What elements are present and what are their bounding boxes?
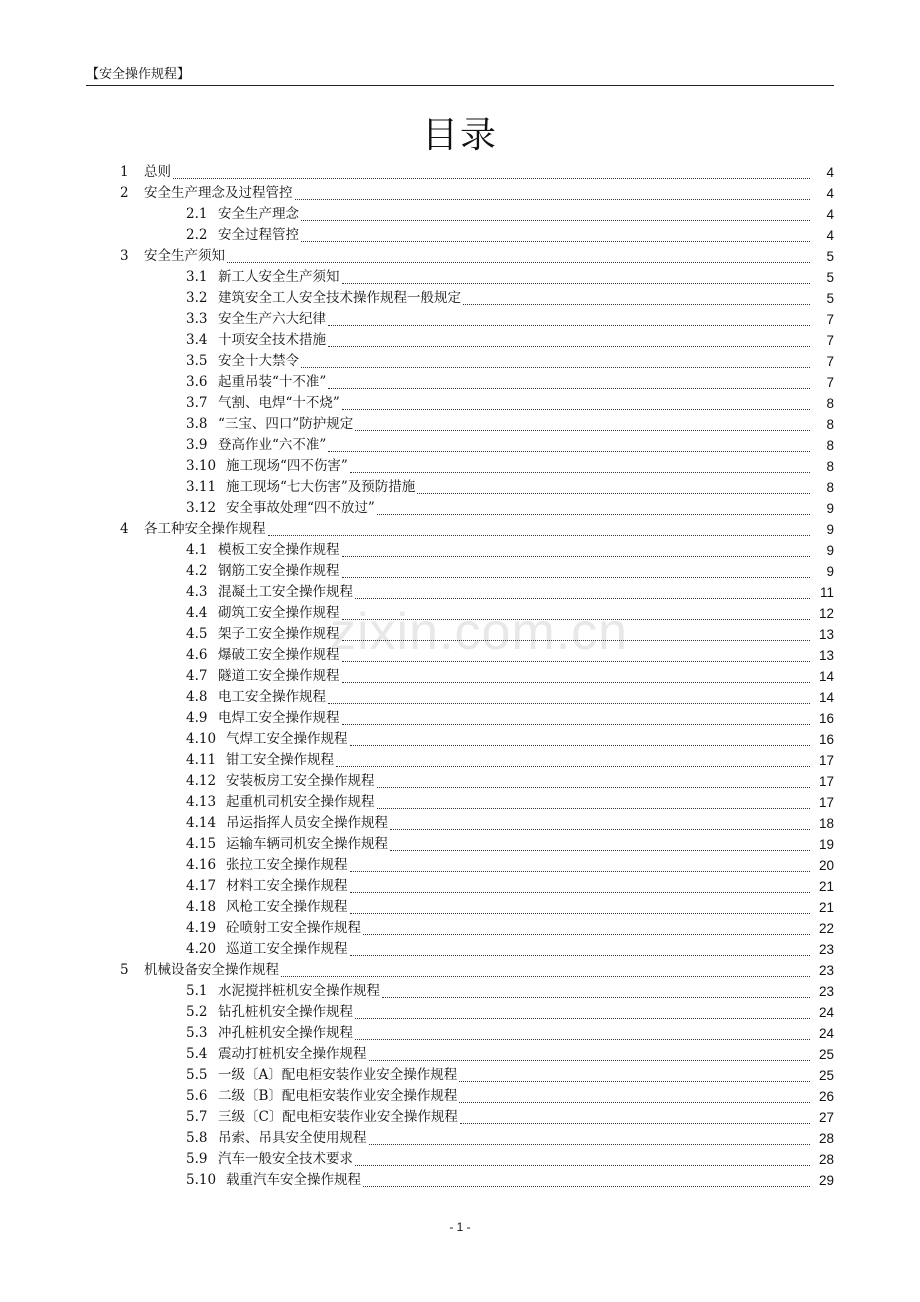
toc-entry-title: 汽车一般安全技术要求 <box>218 1151 353 1167</box>
toc-entry-title: 运输车辆司机安全操作规程 <box>226 836 388 852</box>
toc-entry-title: 三级〔C〕配电柜安装作业安全操作规程 <box>218 1109 458 1125</box>
toc-entry-title: 起重吊装“十不准” <box>218 374 327 390</box>
toc-entry-number: 2.2 <box>186 227 208 243</box>
toc-entry-title: 吊运指挥人员安全操作规程 <box>226 815 388 831</box>
toc-entry-page: 8 <box>826 417 834 432</box>
toc-entry-page: 13 <box>818 648 834 663</box>
toc-entry-page: 24 <box>818 1026 834 1041</box>
toc-entry-title: 安全过程管控 <box>218 227 299 243</box>
toc-dot-leader <box>328 430 810 452</box>
toc-dot-leader <box>390 829 810 851</box>
footer-page-number: - 1 - <box>449 1220 471 1234</box>
toc-dot-leader <box>350 451 810 473</box>
toc-entry-page: 8 <box>826 480 834 495</box>
toc-dot-leader <box>350 724 811 746</box>
toc-dot-leader <box>342 388 810 410</box>
toc-entry-page: 14 <box>818 669 834 684</box>
toc-dot-leader <box>363 1165 810 1187</box>
toc-entry-number: 3.8 <box>186 416 208 432</box>
toc-entry-number: 5.10 <box>186 1172 217 1188</box>
toc-entry-page: 22 <box>818 921 834 936</box>
toc-entry-page: 29 <box>818 1173 834 1188</box>
toc-entry-number: 3.4 <box>186 332 208 348</box>
toc-entry-page: 28 <box>818 1152 834 1167</box>
toc-dot-leader <box>301 199 810 221</box>
toc-entry-title: 张拉工安全操作规程 <box>226 857 348 873</box>
page-title: 目录 <box>421 115 498 156</box>
toc-dot-leader <box>363 913 810 935</box>
toc-entry-title: 气焊工安全操作规程 <box>226 731 348 747</box>
toc-entry-number: 3.12 <box>186 500 217 516</box>
toc-entry-page: 4 <box>826 186 834 201</box>
toc-dot-leader <box>377 787 811 809</box>
toc-entry-number: 4.15 <box>186 836 217 852</box>
toc-entry-number: 3.9 <box>186 437 208 453</box>
toc-dot-leader <box>342 556 811 578</box>
toc-entry-page: 8 <box>826 396 834 411</box>
toc-dot-leader <box>301 220 810 242</box>
toc-entry-number: 3.6 <box>186 374 208 390</box>
toc-entry-page: 20 <box>818 858 834 873</box>
toc-dot-leader <box>459 1081 810 1103</box>
toc-entry-title: 安全生产理念 <box>218 206 299 222</box>
toc-entry-page: 8 <box>826 438 834 453</box>
toc-entry-number: 3.7 <box>186 395 208 411</box>
toc-entry-number: 3.11 <box>186 479 217 495</box>
toc-entry-title: 震动打桩机安全操作规程 <box>218 1046 367 1062</box>
toc-dot-leader <box>355 1018 810 1040</box>
toc-entry-title: 施工现场“四不伤害” <box>226 458 348 474</box>
toc-dot-leader <box>328 367 810 389</box>
toc-dot-leader <box>350 850 811 872</box>
toc-entry-number: 4.5 <box>186 626 208 642</box>
toc-dot-leader <box>463 283 810 305</box>
toc-entry-title: “三宝、四口”防护规定 <box>218 416 354 432</box>
toc-entry-page: 24 <box>818 1005 834 1020</box>
toc-dot-leader <box>350 892 811 914</box>
watermark: zixin.com.cn <box>330 603 629 661</box>
toc-entry-number: 4.16 <box>186 857 217 873</box>
toc-entry-title: 新工人安全生产须知 <box>218 269 340 285</box>
toc-entry-number: 4.4 <box>186 605 208 621</box>
toc-entry-title: 机械设备安全操作规程 <box>144 962 279 978</box>
page-footer <box>0 1220 920 1234</box>
toc-entry-title: 水泥搅拌桩机安全操作规程 <box>218 983 380 999</box>
toc-entry-page: 17 <box>818 795 834 810</box>
toc-entry-title: 钢筋工安全操作规程 <box>218 563 340 579</box>
toc-entry-number: 4.11 <box>186 752 217 768</box>
toc-entry-page: 7 <box>826 312 834 327</box>
toc-entry-number: 3.3 <box>186 311 208 327</box>
toc-dot-leader <box>390 808 810 830</box>
toc-dot-leader <box>328 304 810 326</box>
toc-dot-leader <box>459 1060 810 1082</box>
toc-dot-leader <box>377 766 811 788</box>
toc-dot-leader <box>350 871 811 893</box>
header-label: 【安全操作规程】 <box>86 67 191 82</box>
running-header <box>86 66 834 86</box>
toc-entry-number: 5.2 <box>186 1004 208 1020</box>
toc-entry-number: 4.18 <box>186 899 217 915</box>
toc-entry-number: 4.19 <box>186 920 217 936</box>
toc-dot-leader <box>382 976 810 998</box>
toc-entry-title: 巡道工安全操作规程 <box>226 941 348 957</box>
toc-dot-leader <box>281 955 810 977</box>
toc-entry-number: 5.3 <box>186 1025 208 1041</box>
toc-entry-page: 17 <box>818 774 834 789</box>
toc-entry-title: 隧道工安全操作规程 <box>218 668 340 684</box>
toc-entry-title: 二级〔B〕配电柜安装作业安全操作规程 <box>218 1088 458 1104</box>
toc-entry-page: 4 <box>826 228 834 243</box>
toc-entry-page: 14 <box>818 690 834 705</box>
toc-dot-leader <box>417 472 810 494</box>
toc-entry-number: 5.5 <box>186 1067 208 1083</box>
toc-entry[interactable] <box>186 1170 834 1191</box>
toc-entry-title: 电焊工安全操作规程 <box>218 710 340 726</box>
toc-dot-leader <box>369 1123 811 1145</box>
toc-dot-leader <box>342 640 811 662</box>
toc-entry-page: 21 <box>818 900 834 915</box>
toc-entry-title: 爆破工安全操作规程 <box>218 647 340 663</box>
toc-entry-number: 5.9 <box>186 1151 208 1167</box>
toc-entry-title: 十项安全技术措施 <box>218 332 326 348</box>
toc-dot-leader <box>295 178 811 200</box>
toc-dot-leader <box>355 409 810 431</box>
toc-entry-number: 4.10 <box>186 731 217 747</box>
toc-entry-page: 28 <box>818 1131 834 1146</box>
toc-dot-leader <box>355 577 810 599</box>
toc-entry-title: 吊索、吊具安全使用规程 <box>218 1130 367 1146</box>
toc-entry-page: 5 <box>826 249 834 264</box>
toc-dot-leader <box>342 598 811 620</box>
toc-entry-number: 3.1 <box>186 269 208 285</box>
toc-entry-page: 25 <box>818 1068 834 1083</box>
toc-entry-number: 4.13 <box>186 794 217 810</box>
toc-entry-title: 模板工安全操作规程 <box>218 542 340 558</box>
toc-entry-page: 9 <box>826 501 834 516</box>
toc-entry-title: 混凝土工安全操作规程 <box>218 584 353 600</box>
toc-dot-leader <box>377 493 810 515</box>
toc-entry-page: 7 <box>826 333 834 348</box>
toc-entry-number: 5.7 <box>186 1109 208 1125</box>
toc-dot-leader <box>301 346 810 368</box>
toc-dot-leader <box>342 661 811 683</box>
toc-entry-number: 5.1 <box>186 983 208 999</box>
toc-dot-leader <box>342 703 811 725</box>
toc-entry-title: 安全生产六大纪律 <box>218 311 326 327</box>
toc-entry-title: 安全十大禁令 <box>218 353 299 369</box>
toc-entry-page: 4 <box>826 165 834 180</box>
toc-dot-leader <box>369 1039 811 1061</box>
toc-entry-title: 砌筑工安全操作规程 <box>218 605 340 621</box>
toc-entry-number: 4.2 <box>186 563 208 579</box>
toc-entry-number: 1 <box>120 164 129 180</box>
toc-entry-title: 施工现场“七大伤害”及预防措施 <box>226 479 416 495</box>
toc-dot-leader <box>355 1144 810 1166</box>
toc-entry-page: 27 <box>818 1110 834 1125</box>
toc-entry-number: 4.6 <box>186 647 208 663</box>
toc-entry-page: 19 <box>818 837 834 852</box>
toc-dot-leader <box>342 535 811 557</box>
toc-entry-number: 4.17 <box>186 878 217 894</box>
toc-entry-number: 3.10 <box>186 458 217 474</box>
toc-dot-leader <box>173 157 810 179</box>
toc-entry-page: 18 <box>818 816 834 831</box>
toc-entry-title: 安装板房工安全操作规程 <box>226 773 375 789</box>
toc-entry-page: 7 <box>826 375 834 390</box>
toc-entry-number: 4.8 <box>186 689 208 705</box>
toc-entry-title: 登高作业“六不准” <box>218 437 327 453</box>
toc-entry-title: 架子工安全操作规程 <box>218 626 340 642</box>
toc-entry-page: 8 <box>826 459 834 474</box>
toc-entry-number: 4.1 <box>186 542 208 558</box>
toc-entry-page: 7 <box>826 354 834 369</box>
toc-entry-title: 各工种安全操作规程 <box>144 521 266 537</box>
toc-dot-leader <box>342 262 811 284</box>
toc-dot-leader <box>227 241 810 263</box>
toc-entry-title: 一级〔A〕配电柜安装作业安全操作规程 <box>218 1067 458 1083</box>
toc-dot-leader <box>342 619 811 641</box>
toc-dot-leader <box>328 325 810 347</box>
toc-entry-title: 安全生产理念及过程管控 <box>144 185 293 201</box>
toc-entry-title: 材料工安全操作规程 <box>226 878 348 894</box>
toc-dot-leader <box>355 997 810 1019</box>
toc-entry-page: 16 <box>818 732 834 747</box>
toc-dot-leader <box>328 682 810 704</box>
toc-entry-page: 17 <box>818 753 834 768</box>
toc-entry-number: 3.2 <box>186 290 208 306</box>
toc-entry-number: 3.5 <box>186 353 208 369</box>
toc-entry-number: 2.1 <box>186 206 208 222</box>
toc-entry-page: 9 <box>826 564 834 579</box>
toc-entry-title: 安全事故处理“四不放过” <box>226 500 375 516</box>
toc-entry-page: 13 <box>818 627 834 642</box>
toc-entry-number: 4.20 <box>186 941 217 957</box>
toc-entry-page: 5 <box>826 291 834 306</box>
toc-dot-leader <box>336 745 810 767</box>
toc-entry-page: 23 <box>818 942 834 957</box>
toc-entry-number: 4.12 <box>186 773 217 789</box>
toc-entry-title: 总则 <box>144 164 171 180</box>
toc-entry-number: 5.6 <box>186 1088 208 1104</box>
toc-entry-title: 电工安全操作规程 <box>218 689 326 705</box>
toc-entry-title: 气割、电焊“十不烧” <box>218 395 340 411</box>
toc-entry-page: 26 <box>818 1089 834 1104</box>
toc-entry-title: 冲孔桩机安全操作规程 <box>218 1025 353 1041</box>
toc-entry-title: 钳工安全操作规程 <box>226 752 334 768</box>
toc-entry-title: 载重汽车安全操作规程 <box>226 1172 361 1188</box>
toc-entry-number: 3 <box>120 248 129 264</box>
toc-entry-number: 4.9 <box>186 710 208 726</box>
toc-entry-page: 4 <box>826 207 834 222</box>
toc-entry-title: 起重机司机安全操作规程 <box>226 794 375 810</box>
toc-entry-page: 25 <box>818 1047 834 1062</box>
toc-dot-leader <box>350 934 811 956</box>
toc-entry-title: 钻孔桩机安全操作规程 <box>218 1004 353 1020</box>
toc-entry-number: 4.7 <box>186 668 208 684</box>
toc-entry-page: 21 <box>818 879 834 894</box>
toc-entry-page: 9 <box>826 543 834 558</box>
toc-entry-title: 安全生产须知 <box>144 248 225 264</box>
toc-entry-page: 5 <box>826 270 834 285</box>
toc-entry-number: 5.8 <box>186 1130 208 1146</box>
toc-dot-leader <box>460 1102 810 1124</box>
toc-entry-number: 4 <box>120 521 129 537</box>
toc-entry-page: 16 <box>818 711 834 726</box>
toc-entry-number: 5 <box>120 962 129 978</box>
toc-entry-title: 风枪工安全操作规程 <box>226 899 348 915</box>
toc-entry-page: 9 <box>826 522 834 537</box>
toc-entry-title: 砼喷射工安全操作规程 <box>226 920 361 936</box>
toc-entry-title: 建筑安全工人安全技术操作规程一般规定 <box>218 290 461 306</box>
toc-entry-number: 5.4 <box>186 1046 208 1062</box>
toc-entry-page: 12 <box>818 606 834 621</box>
toc-entry-page: 23 <box>818 984 834 999</box>
toc-entry-page: 11 <box>819 585 834 600</box>
toc-dot-leader <box>268 514 811 536</box>
toc-entry-page: 23 <box>818 963 834 978</box>
toc-entry-number: 4.14 <box>186 815 217 831</box>
toc-entry-number: 4.3 <box>186 584 208 600</box>
toc-entry-number: 2 <box>120 185 129 201</box>
